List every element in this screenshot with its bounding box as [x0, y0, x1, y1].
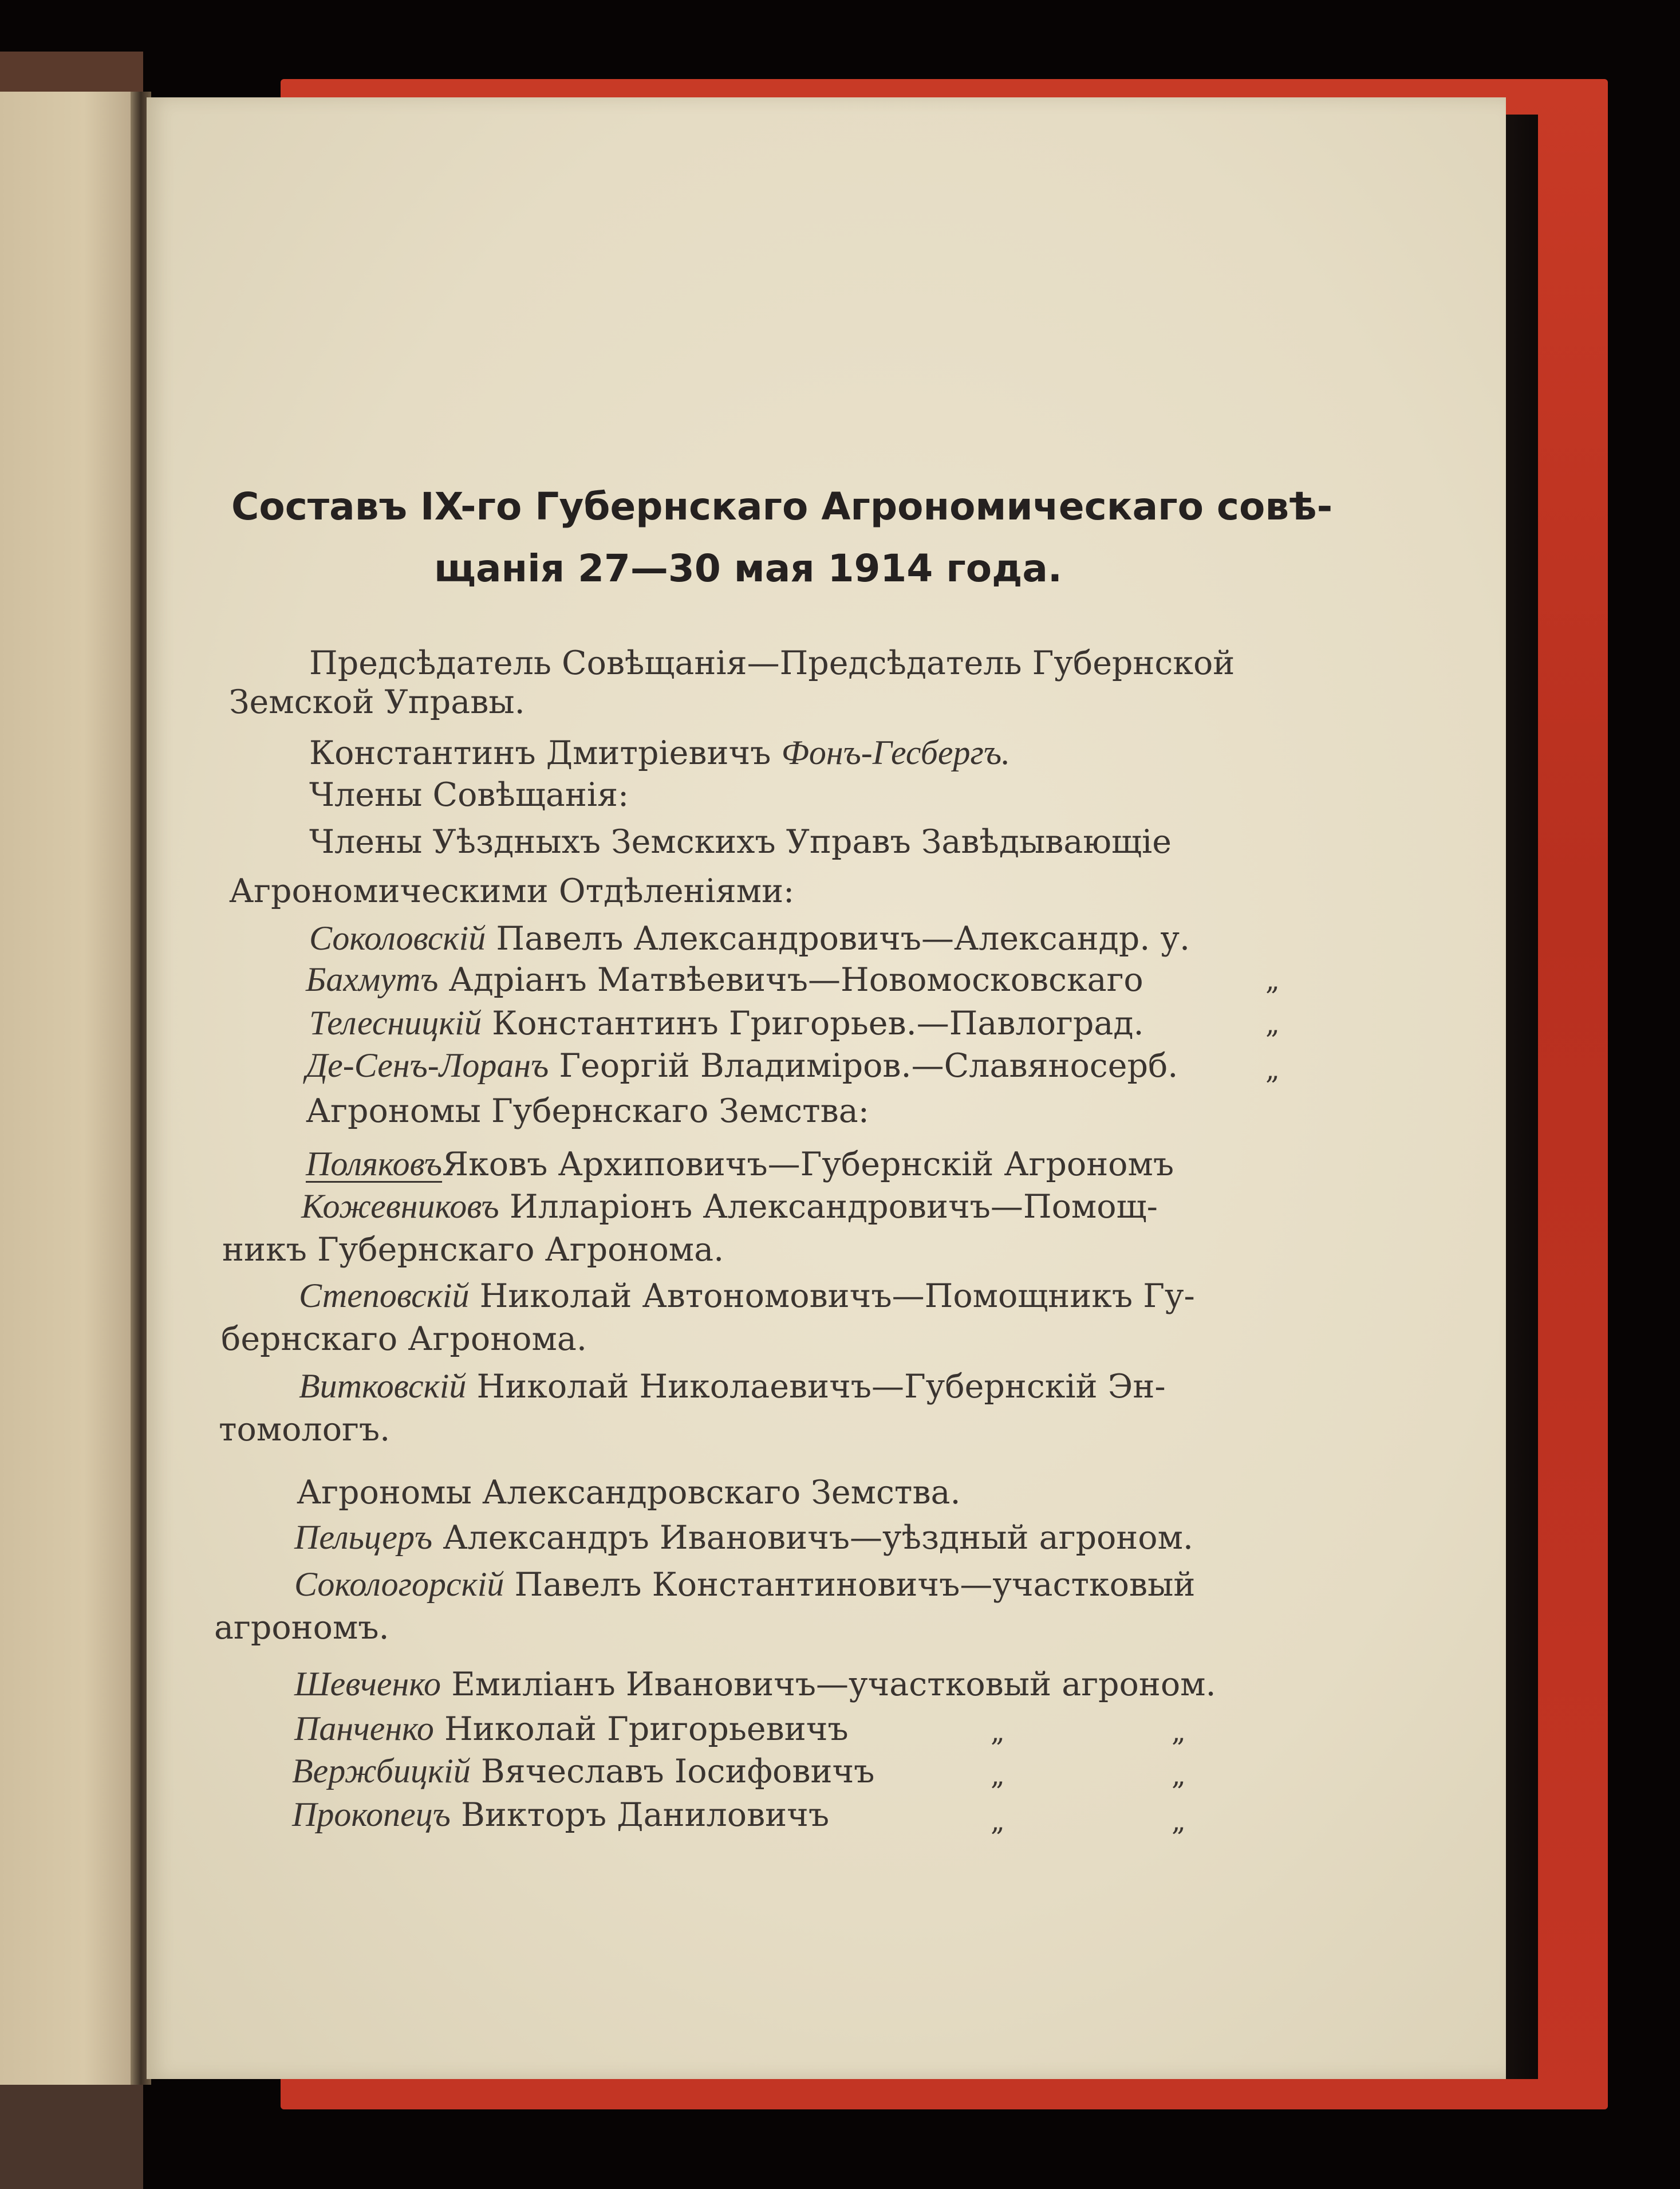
list-item [309, 919, 1190, 958]
left-page [0, 92, 140, 2085]
page-title-line-1: Составъ IX-го Губернскаго Агрономическаго совѣ- [231, 485, 1333, 529]
list-item [294, 1565, 1196, 1604]
members-heading: Члены Совѣщанія: [309, 776, 629, 814]
chairman-name-line [309, 735, 1010, 770]
page-title-line-2: щанія 27—30 мая 1914 года. [434, 546, 1062, 590]
ditto-mark: „ [991, 1716, 1005, 1748]
member-surname: Витковскій [299, 1367, 467, 1405]
list-item [292, 1797, 829, 1832]
member-details: Вячеславъ Іосифовичъ [480, 1753, 875, 1790]
member-surname: Сокологорскій [294, 1565, 504, 1603]
member-surname: Де-Сенъ-Лоранъ [306, 1046, 549, 1084]
member-details: Александръ Ивановичъ—уѣздный агроном. [443, 1519, 1194, 1557]
member-surname: Прокопецъ [292, 1796, 451, 1833]
list-item [299, 1369, 1166, 1403]
uezd-heading-line-1: Члены Уѣздныхъ Земскихъ Управъ Завѣдывающіе [309, 823, 1172, 861]
member-surname: Шевченко [294, 1665, 441, 1703]
member-details: Адріанъ Матвѣевичъ—Новомосковскаго [448, 961, 1143, 999]
list-item [306, 1046, 1178, 1085]
member-details: Павелъ Александровичъ—Александр. у. [496, 920, 1190, 958]
list-item [306, 1147, 1174, 1181]
spine-strip-top [0, 52, 143, 97]
member-surname: Степовскій [299, 1277, 470, 1314]
ditto-mark: „ [1172, 1759, 1186, 1792]
ditto-mark: „ [991, 1805, 1005, 1837]
list-item [294, 1667, 1216, 1701]
member-surname: Пельцеръ [294, 1518, 433, 1556]
list-item [294, 1518, 1194, 1557]
member-details: Николай Григорьевичъ [444, 1710, 849, 1748]
member-surname: Панченко [294, 1710, 434, 1747]
member-details: Николай Автономовичъ—Помощникъ Гу- [479, 1277, 1195, 1315]
member-details: Викторъ Даниловичъ [461, 1796, 830, 1834]
chairman-name: Константинъ Дмитріевичъ [309, 734, 771, 772]
chairman-line-2: Земской Управы. [229, 683, 525, 721]
ditto-mark: „ [1172, 1716, 1186, 1748]
chairman-line-1: Предсѣдатель Совѣщанія—Предсѣдатель Губернской [309, 644, 1235, 682]
ditto-mark: „ [1265, 1054, 1280, 1086]
member-details: Георгій Владиміров.—Славяносерб. [559, 1047, 1178, 1085]
list-item [299, 1278, 1195, 1313]
ditto-mark: „ [1265, 964, 1280, 997]
ditto-mark: „ [991, 1759, 1005, 1792]
list-item [294, 1711, 849, 1746]
uezd-heading-line-2: Агрономическими Отдѣленіями: [229, 872, 795, 910]
member-surname: Кожевниковъ [301, 1187, 499, 1225]
list-item [309, 1006, 1144, 1040]
list-item-continuation: бернскаго Агронома. [221, 1320, 587, 1358]
list-item-continuation: никъ Губернскаго Агронома. [222, 1231, 724, 1269]
member-surname: Телесницкій [309, 1004, 482, 1042]
right-page [147, 97, 1506, 2079]
member-details: Илларіонъ Александровичъ—Помощ- [509, 1188, 1158, 1226]
aleksandrovsk-heading: Агрономы Александровскаго Земства. [297, 1474, 961, 1511]
member-surname: Соколовскій [309, 919, 486, 957]
list-item [301, 1187, 1158, 1226]
member-surname: Поляковъ [306, 1145, 443, 1183]
member-details: Константинъ Григорьев.—Павлоград. [492, 1005, 1144, 1042]
list-item-continuation: агрономъ. [214, 1609, 389, 1647]
chairman-surname: Фонъ-Гесбергъ. [781, 734, 1011, 771]
member-details: Павелъ Константиновичъ—участковый [514, 1566, 1196, 1604]
member-surname: Вержбицкій [292, 1752, 471, 1790]
member-details: Николай Николаевичъ—Губернскій Эн- [476, 1368, 1166, 1405]
list-item-continuation: томологъ. [219, 1411, 391, 1448]
ditto-mark: „ [1265, 1008, 1280, 1040]
member-details: Яковъ Архиповичъ—Губернскій Агрономъ [442, 1145, 1174, 1183]
ditto-mark: „ [1172, 1805, 1186, 1837]
spine-strip-bottom [0, 2085, 143, 2189]
list-item [306, 962, 1143, 997]
member-details: Емиліанъ Ивановичъ—участковый агроном. [451, 1666, 1216, 1703]
gubernia-heading: Агрономы Губернскаго Земства: [306, 1092, 869, 1130]
list-item [292, 1754, 874, 1788]
member-surname: Бахмутъ [306, 960, 439, 998]
